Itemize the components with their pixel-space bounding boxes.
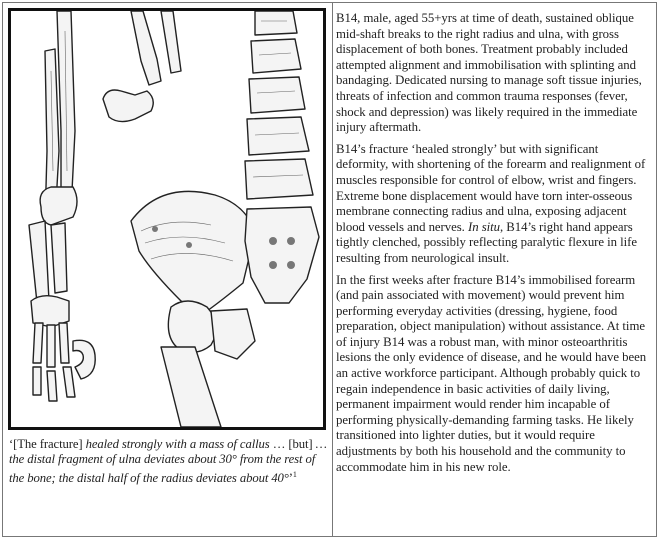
paragraph-2-italic: In situ bbox=[467, 219, 500, 234]
caption-part-4: … the distal fragment of ulna deviates about 30° from the rest of the bone; the distal half of the radius deviates about 40° bbox=[9, 437, 327, 486]
caption-quote-open: ‘ bbox=[9, 437, 14, 451]
distal-radius-bone bbox=[29, 221, 49, 303]
paragraph-2-part-b: , B14’s right hand appears tightly clenched, possibly reflecting paralytic flexure in life resulting from neurological insult. bbox=[336, 219, 638, 265]
figure-cell bbox=[3, 3, 333, 536]
vertebra-2 bbox=[251, 39, 301, 73]
caption-footnote-mark: 1 bbox=[292, 470, 297, 479]
paragraph-2 bbox=[336, 142, 652, 267]
content-table bbox=[2, 2, 657, 537]
vertebra-5 bbox=[245, 159, 313, 199]
skeleton-drawing bbox=[11, 11, 323, 427]
caption-part-3: … [but] bbox=[269, 437, 316, 451]
humerus-bone bbox=[131, 11, 161, 85]
vertebra-4 bbox=[247, 117, 309, 155]
elbow-bone bbox=[103, 90, 153, 122]
metacarpal-2 bbox=[47, 325, 55, 367]
metacarpal-1 bbox=[33, 323, 43, 363]
skeleton-illustration bbox=[8, 8, 326, 430]
caption-part-5: ’ bbox=[288, 471, 293, 486]
vertebra-1 bbox=[255, 11, 297, 35]
caption-part-1: [The fracture] bbox=[13, 437, 86, 451]
phalanx-2 bbox=[47, 371, 57, 401]
figure-caption bbox=[9, 437, 327, 486]
metacarpal-3 bbox=[59, 323, 69, 363]
radius-upper-bone bbox=[161, 11, 181, 73]
femur-bone bbox=[161, 347, 221, 427]
vertebra-3 bbox=[249, 77, 305, 113]
distal-ulna-bone bbox=[51, 223, 67, 293]
paragraph-1: B14, male, aged 55+yrs at time of death, sustained oblique mid-shaft breaks to the right radius and ulna, with gross displacement of both bones. Treatment probably included attempted alignment and immobilisation with splinting and bandaging. Dedicated nursing to manage soft tissue injuries, threats of infection and common trauma responses (fever, shock and depression) was likely required in the immediate injury aftermath. bbox=[336, 11, 642, 135]
paragraph-2-part-a: B14’s fracture ‘healed strongly’ but with significant deformity, with shortening of the forearm and realignment of muscles responsible for control of elbow, wrist and fingers. Extreme bone displacement would have torn inter-osseous membrane connecting radius and ulna, exposing adjacent blood vessels and nerves. bbox=[336, 141, 646, 234]
paragraph-3: In the first weeks after fracture B14’s immobilised forearm (and pain associated with movement) would prevent him performing everyday activities (dressing, hygiene, food preparation, object manipulation) without assistance. At time of injury B14 was a robust man, with minor osteoarthritis lesions the only evidence of disease, and he would have been an active workforce participant. Although probably quick to regain independence in basic activities of daily living, permanent impairment would render him incapable of performing physically-demanding farming tasks. He likely transitioned into lighter duties, but it would require adjustments by both his household and the community to accommodate him in his new role. bbox=[336, 272, 647, 474]
sacrum-bone bbox=[245, 207, 319, 303]
pubis-bone bbox=[211, 309, 255, 359]
description-cell bbox=[336, 11, 652, 481]
hip-socket bbox=[168, 301, 216, 352]
finger-curl bbox=[73, 340, 95, 379]
phalanx-3 bbox=[63, 367, 75, 397]
caption-part-2: healed strongly with a mass of callus bbox=[85, 437, 270, 451]
ilium-left bbox=[131, 191, 255, 311]
phalanx-1 bbox=[33, 367, 41, 395]
fracture-callus bbox=[40, 187, 77, 225]
